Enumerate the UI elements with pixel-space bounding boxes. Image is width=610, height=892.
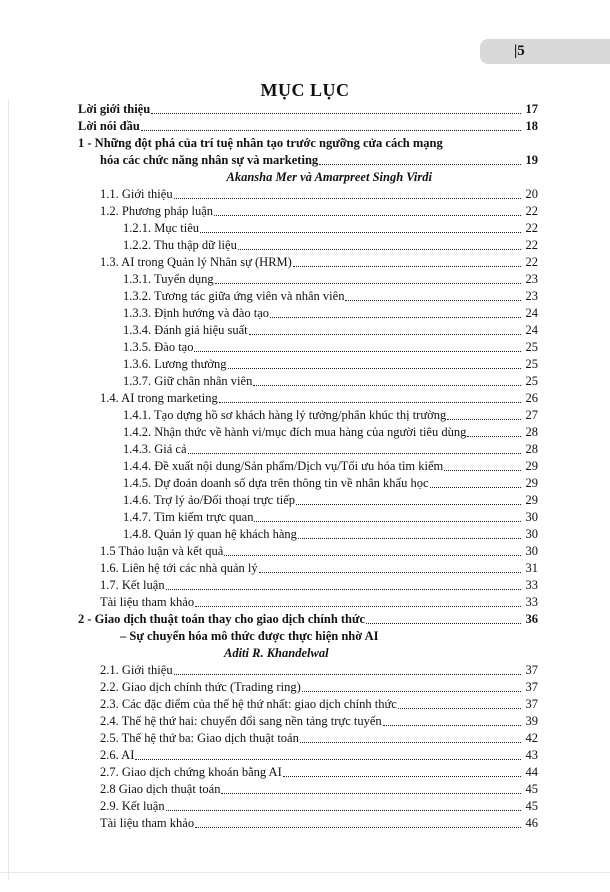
toc-entry[interactable] <box>78 339 538 356</box>
chapter-title-text: 2 - Giao dịch thuật toán thay cho giao dịch chính thức <box>78 612 366 626</box>
toc-entry-label: 1.7. Kết luận <box>100 578 165 592</box>
dot-leader <box>300 742 521 743</box>
toc-entry-label: 2.4. Thế hệ thứ hai: chuyển đổi sang nền tảng trực tuyến <box>100 714 382 728</box>
dot-leader <box>194 351 521 352</box>
toc-entry-label: 1.2.1. Mục tiêu <box>123 221 200 235</box>
page-number: |5 <box>514 43 525 59</box>
dot-leader <box>174 198 521 199</box>
dot-leader <box>238 249 521 250</box>
table-of-contents <box>78 101 538 832</box>
toc-entry-label: 1.4.7. Tìm kiếm trực quan <box>123 510 254 524</box>
dot-leader <box>166 810 521 811</box>
toc-entry-label: 1.3. AI trong Quản lý Nhân sự (HRM) <box>100 255 292 269</box>
toc-entry-page: 36 <box>525 612 538 626</box>
toc-entry[interactable] <box>78 577 538 594</box>
toc-entry-page: 45 <box>525 799 538 813</box>
toc-entry-page: 22 <box>525 221 538 235</box>
toc-entry[interactable] <box>78 390 538 407</box>
toc-entry-label: 1.4.4. Đề xuất nội dung/Sản phẩm/Dịch vụ/Tối ưu hóa tìm kiếm <box>123 459 444 473</box>
toc-entry-preface[interactable] <box>78 118 538 135</box>
toc-entry-page: 24 <box>525 323 538 337</box>
toc-entry-label: 1.4. AI trong marketing <box>100 391 218 405</box>
toc-entry-page: 18 <box>525 119 538 133</box>
toc-entry-label: 1.3.6. Lương thưởng <box>123 357 227 371</box>
toc-entry-page: 29 <box>525 459 538 473</box>
toc-entry-page: 29 <box>525 476 538 490</box>
toc-entry[interactable] <box>78 764 538 781</box>
toc-entry[interactable] <box>78 492 538 509</box>
toc-entry[interactable] <box>78 594 538 611</box>
toc-entry-page: 22 <box>525 255 538 269</box>
chapter2-title-line2[interactable]: – Sự chuyển hóa mô thức được thực hiện nhờ AI <box>120 629 379 643</box>
dot-leader <box>214 215 521 216</box>
toc-entry[interactable] <box>78 271 538 288</box>
toc-entry-label: 1.2.2. Thu thập dữ liệu <box>123 238 237 252</box>
toc-entry[interactable] <box>78 356 538 373</box>
dot-leader <box>188 453 521 454</box>
chapter1-author: Akansha Mer và Amarpreet Singh Virdi <box>226 170 432 184</box>
dot-leader <box>200 232 521 233</box>
toc-entry[interactable] <box>78 237 538 254</box>
toc-entry-page: 28 <box>525 425 538 439</box>
toc-entry-page: 45 <box>525 782 538 796</box>
toc-entry[interactable] <box>78 747 538 764</box>
dot-leader <box>366 623 521 624</box>
dot-leader <box>319 164 521 165</box>
dot-leader <box>270 317 521 318</box>
toc-entry-label: 2.1. Giới thiệu <box>100 663 173 677</box>
bottom-margin-rule <box>0 872 610 873</box>
toc-entry-label: 2.3. Các đặc điểm của thế hệ thứ nhất: giao dịch chính thức <box>100 697 397 711</box>
toc-entry-page: 19 <box>525 153 538 167</box>
toc-entry-page: 31 <box>525 561 538 575</box>
toc-entry-page: 25 <box>525 340 538 354</box>
toc-entry[interactable] <box>78 781 538 798</box>
dot-leader <box>253 385 521 386</box>
toc-entry-page: 44 <box>525 765 538 779</box>
dot-leader <box>174 674 521 675</box>
dot-leader <box>135 759 521 760</box>
dot-leader <box>467 436 521 437</box>
toc-entry-label: 2.7. Giao dịch chứng khoán bằng AI <box>100 765 282 779</box>
toc-entry-page: 43 <box>525 748 538 762</box>
toc-entry-page: 20 <box>525 187 538 201</box>
dot-leader <box>151 113 521 114</box>
toc-entry-label: 1.3.5. Đào tạo <box>123 340 194 354</box>
toc-entry-label: 1.3.4. Đánh giá hiệu suất <box>123 323 248 337</box>
toc-entry[interactable] <box>78 696 538 713</box>
toc-entry-page: 23 <box>525 289 538 303</box>
toc-entry-page: 37 <box>525 680 538 694</box>
toc-entry[interactable] <box>78 475 538 492</box>
toc-entry-page: 25 <box>525 357 538 371</box>
toc-entry[interactable] <box>78 322 538 339</box>
toc-entry-page: 28 <box>525 442 538 456</box>
dot-leader <box>447 419 521 420</box>
toc-entry-page: 37 <box>525 697 538 711</box>
toc-entry[interactable] <box>78 526 538 543</box>
toc-entry[interactable] <box>78 815 538 832</box>
dot-leader <box>219 402 521 403</box>
toc-entry-page: 46 <box>525 816 538 830</box>
toc-entry[interactable] <box>78 713 538 730</box>
dot-leader <box>383 725 521 726</box>
toc-entry-label: 1.4.3. Giá cả <box>123 442 187 456</box>
toc-entry[interactable] <box>78 458 538 475</box>
toc-entry-page: 24 <box>525 306 538 320</box>
toc-entry-page: 27 <box>525 408 538 422</box>
toc-entry-label: 1.6. Liên hệ tới các nhà quản lý <box>100 561 258 575</box>
toc-entry-page: 33 <box>525 578 538 592</box>
chapter2-entries <box>78 662 538 832</box>
toc-entry-page: 26 <box>525 391 538 405</box>
toc-entry-page: 23 <box>525 272 538 286</box>
toc-entry[interactable] <box>78 662 538 679</box>
toc-entry[interactable] <box>78 424 538 441</box>
chapter1-title-line2[interactable] <box>78 152 538 169</box>
toc-entry-label: 1.3.7. Giữ chân nhân viên <box>123 374 253 388</box>
left-margin-rule <box>8 100 9 880</box>
dot-leader <box>430 487 521 488</box>
chapter-title-text: hóa các chức năng nhân sự và marketing <box>100 153 319 167</box>
dot-leader <box>259 572 521 573</box>
toc-entry-label: 2.9. Kết luận <box>100 799 165 813</box>
dot-leader <box>298 538 521 539</box>
toc-entry[interactable] <box>78 560 538 577</box>
toc-entry-label: Tài liệu tham khảo <box>100 816 195 830</box>
toc-entry-label: 1.4.1. Tạo dựng hồ sơ khách hàng lý tưởng/phân khúc thị trường <box>123 408 447 422</box>
toc-entry-label: 1.1. Giới thiệu <box>100 187 173 201</box>
toc-entry[interactable] <box>78 220 538 237</box>
toc-entry-label: 2.8 Giao dịch thuật toán <box>100 782 221 796</box>
dot-leader <box>283 776 521 777</box>
toc-entry-page: 42 <box>525 731 538 745</box>
toc-entry-page: 17 <box>525 102 538 116</box>
toc-entry-label: 1.5 Thảo luận và kết quả <box>100 544 224 558</box>
dot-leader <box>398 708 521 709</box>
toc-entry[interactable] <box>78 186 538 203</box>
toc-entry-label: Tài liệu tham khảo <box>100 595 195 609</box>
toc-entry-page: 39 <box>525 714 538 728</box>
dot-leader <box>228 368 521 369</box>
toc-entry[interactable] <box>78 543 538 560</box>
dot-leader <box>345 300 521 301</box>
toc-entry-label: 1.3.1. Tuyển dụng <box>123 272 214 286</box>
toc-entry-page: 30 <box>525 510 538 524</box>
toc-entry[interactable] <box>78 373 538 390</box>
dot-leader <box>195 606 521 607</box>
toc-entry[interactable] <box>78 509 538 526</box>
toc-entry[interactable] <box>78 679 538 696</box>
toc-entry[interactable] <box>78 441 538 458</box>
toc-entry[interactable] <box>78 730 538 747</box>
chapter1-entries <box>78 186 538 611</box>
toc-entry-label: 1.4.8. Quản lý quan hệ khách hàng <box>123 527 297 541</box>
chapter2-title-line1[interactable] <box>78 611 538 628</box>
dot-leader <box>224 555 521 556</box>
toc-entry-page: 25 <box>525 374 538 388</box>
toc-entry-label: 2.5. Thế hệ thứ ba: Giao dịch thuật toán <box>100 731 299 745</box>
toc-entry-label: Lời nói đầu <box>78 119 140 133</box>
toc-entry-page: 30 <box>525 527 538 541</box>
dot-leader <box>166 589 521 590</box>
dot-leader <box>293 266 521 267</box>
toc-entry[interactable] <box>78 254 538 271</box>
toc-entry-label: Lời giới thiệu <box>78 102 151 116</box>
toc-entry[interactable] <box>78 305 538 322</box>
toc-entry-introduction[interactable] <box>78 101 538 118</box>
toc-entry-page: 22 <box>525 204 538 218</box>
toc-entry-label: 1.4.5. Dự đoán doanh số dựa trên thông tin về nhân khẩu học <box>123 476 429 490</box>
dot-leader <box>249 334 521 335</box>
dot-leader <box>195 827 521 828</box>
page-title: MỤC LỤC <box>260 80 350 100</box>
toc-entry-page: 30 <box>525 544 538 558</box>
page-number-tab <box>480 39 610 64</box>
toc-entry[interactable] <box>78 203 538 220</box>
dot-leader <box>221 793 521 794</box>
dot-leader <box>215 283 521 284</box>
toc-entry-label: 1.3.2. Tương tác giữa ứng viên và nhân viên <box>123 289 345 303</box>
dot-leader <box>296 504 521 505</box>
toc-entry-label: 2.6. AI <box>100 748 135 762</box>
toc-entry[interactable] <box>78 407 538 424</box>
toc-entry-label: 1.2. Phương pháp luận <box>100 204 214 218</box>
toc-entry-label: 1.3.3. Định hướng và đào tạo <box>123 306 270 320</box>
toc-entry-page: 33 <box>525 595 538 609</box>
dot-leader <box>141 130 521 131</box>
toc-entry-label: 1.4.2. Nhận thức về hành vi/mục đích mua hàng của người tiêu dùng <box>123 425 467 439</box>
dot-leader <box>302 691 521 692</box>
chapter2-author: Aditi R. Khandelwal <box>224 646 329 660</box>
toc-entry-label: 2.2. Giao dịch chính thức (Trading ring) <box>100 680 301 694</box>
chapter1-title-line1[interactable]: 1 - Những đột phá của trí tuệ nhân tạo trước ngưỡng cửa cách mạng <box>78 136 443 150</box>
toc-entry-page: 29 <box>525 493 538 507</box>
toc-entry[interactable] <box>78 288 538 305</box>
dot-leader <box>444 470 521 471</box>
toc-entry[interactable] <box>78 798 538 815</box>
toc-entry-page: 37 <box>525 663 538 677</box>
dot-leader <box>254 521 521 522</box>
toc-entry-label: 1.4.6. Trợ lý ảo/Đối thoại trực tiếp <box>123 493 296 507</box>
toc-entry-page: 22 <box>525 238 538 252</box>
